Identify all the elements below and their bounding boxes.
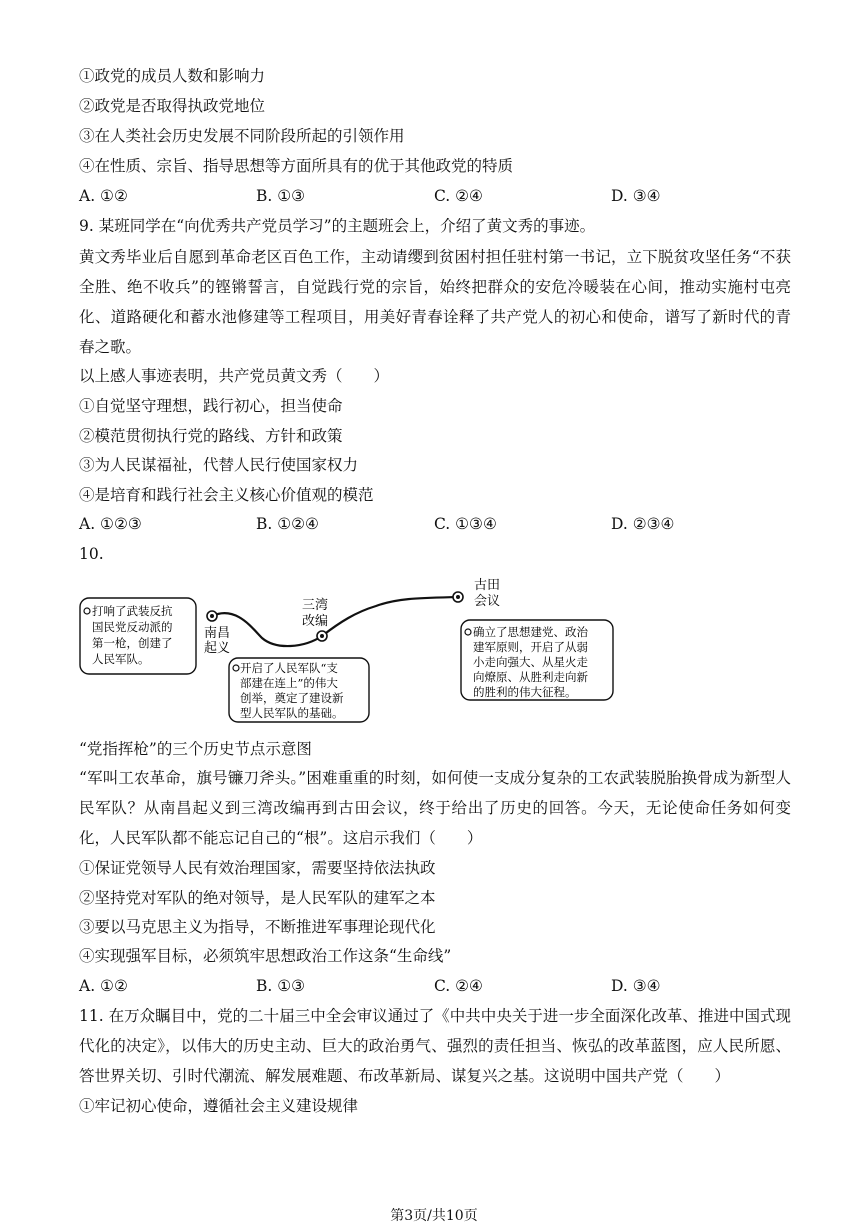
box-gutian-line-3: 小走向强大、从星火走 xyxy=(473,655,588,669)
box-sanwan-line-3: 创举，奠定了建设新 xyxy=(240,691,344,705)
box-gutian-line-4: 向燎原、从胜利走向新 xyxy=(473,670,588,684)
q8-item-3: ③在人类社会历史发展不同阶段所起的引领作用 xyxy=(79,127,405,145)
q10-item-4: ④实现强军目标，必须筑牢思想政治工作这条“生命线” xyxy=(79,947,452,965)
q9-option-d[interactable]: D. ②③④ xyxy=(611,515,675,533)
q8-item-2: ②政党是否取得执政党地位 xyxy=(79,97,266,115)
box-sanwan-line-1: 开启了人民军队“支 xyxy=(240,661,338,675)
q8-option-c[interactable]: C. ②④ xyxy=(434,187,483,205)
box-nanchang-line-3: 第一枪，创建了 xyxy=(92,636,173,650)
page-number: 第3页/共10页 xyxy=(390,1208,478,1224)
q9-item-4: ④是培育和践行社会主义核心价值观的模范 xyxy=(79,486,374,504)
q10-item-2: ②坚持党对军队的绝对领导，是人民军队的建军之本 xyxy=(79,889,436,907)
node-sanwan-point-core xyxy=(320,634,324,638)
q8-option-d[interactable]: D. ③④ xyxy=(611,187,661,205)
box-nanchang-line-2: 国民党反动派的 xyxy=(92,620,173,634)
q8-option-a[interactable]: A. ①② xyxy=(79,187,128,205)
q9-option-c[interactable]: C. ①③④ xyxy=(434,515,497,533)
box-gutian-line-2: 建军原则，开启了从弱 xyxy=(473,640,588,654)
q10-caption: “党指挥枪”的三个历史节点示意图 xyxy=(79,740,312,758)
box-gutian-bullet xyxy=(465,629,471,635)
q11-stem: 11. 在万众瞩目中，党的二十届三中全会审议通过了《中共中央关于进一步全面深化改革、推进中国式现代化的决定》，以伟大的历史主动、巨大的政治勇气、强烈的责任担当、恢弘的改革蓝图，应人民所愿、答世界关切、引时代潮流、解发展难题、布改革新局、谋复兴之基。这说明中国共产党（ ） xyxy=(79,1007,791,1085)
q9-question: 以上感人事迹表明，共产党员黄文秀（ ） xyxy=(79,367,390,385)
q9-item-3: ③为人民谋福祉，代替人民行使国家权力 xyxy=(79,456,359,474)
node-nanchang-label-1: 南昌 xyxy=(204,626,231,641)
q8-option-b[interactable]: B. ①③ xyxy=(256,187,306,205)
node-sanwan-label-2: 改编 xyxy=(302,614,329,629)
box-sanwan-line-2: 部建在连上”的伟大 xyxy=(240,676,338,690)
timeline-curve xyxy=(212,597,458,646)
q10-option-a[interactable]: A. ①② xyxy=(79,977,128,995)
q9-material: 黄文秀毕业后自愿到革命老区百色工作，主动请缨到贫困村担任驻村第一书记，立下脱贫攻坚任务“不获全胜、绝不收兵”的铿锵誓言，自觉践行党的宗旨，始终把群众的安危冷暖装在心间，推动实施村屯亮化、道路硬化和蓄水池修建等工程项目，用美好青春诠释了共产党人的初心和使命，谱写了新时代的青春之歌。 xyxy=(79,248,791,356)
q9-option-b[interactable]: B. ①②④ xyxy=(256,515,319,533)
box-nanchang-line-1: 打响了武装反抗 xyxy=(92,604,173,618)
q9-stem: 9. 某班同学在“向优秀共产党员学习”的主题班会上，介绍了黄文秀的事迹。 xyxy=(79,217,596,235)
node-nanchang-point-core xyxy=(210,614,214,618)
q9-option-a[interactable]: A. ①②③ xyxy=(79,515,142,533)
node-gutian-label-1: 古田 xyxy=(474,578,501,593)
box-nanchang-bullet xyxy=(84,608,90,614)
box-gutian-line-5: 的胜利的伟大征程。 xyxy=(473,685,577,699)
node-sanwan-label-1: 三湾 xyxy=(302,598,329,613)
node-nanchang-label-2: 起义 xyxy=(204,641,231,656)
q11-item-1: ①牢记初心使命，遵循社会主义建设规律 xyxy=(79,1097,359,1115)
node-gutian-label-2: 会议 xyxy=(474,594,501,609)
q8-item-4: ④在性质、宗旨、指导思想等方面所具有的优于其他政党的特质 xyxy=(79,157,514,175)
q10-item-1: ①保证党领导人民有效治理国家，需要坚持依法执政 xyxy=(79,859,436,877)
q10-option-c[interactable]: C. ②④ xyxy=(434,977,483,995)
box-nanchang-line-4: 人民军队。 xyxy=(92,652,150,666)
q9-item-1: ①自觉坚守理想，践行初心，担当使命 xyxy=(79,397,343,415)
q10-material: “军叫工农革命，旗号镰刀斧头。”困难重重的时刻，如何使一支成分复杂的工农武装脱胎换骨成为新型人民军队？从南昌起义到三湾改编再到古田会议，终于给出了历史的回答。今天，无论使命任务如何变化，人民军队都不能忘记自己的“根”。这启示我们（ ） xyxy=(79,769,791,847)
node-gutian-point-core xyxy=(456,595,460,599)
q10-item-3: ③要以马克思主义为指导，不断推进军事理论现代化 xyxy=(79,918,436,936)
box-sanwan-bullet xyxy=(233,665,239,671)
q8-item-1: ①政党的成员人数和影响力 xyxy=(79,67,266,85)
box-sanwan-line-4: 型人民军队的基础。 xyxy=(240,706,344,720)
box-gutian-line-1: 确立了思想建党、政治 xyxy=(473,625,588,639)
q10-option-d[interactable]: D. ③④ xyxy=(611,977,661,995)
q10-option-b[interactable]: B. ①③ xyxy=(256,977,306,995)
q10-number: 10. xyxy=(79,545,104,563)
q9-item-2: ②模范贯彻执行党的路线、方针和政策 xyxy=(79,427,343,445)
